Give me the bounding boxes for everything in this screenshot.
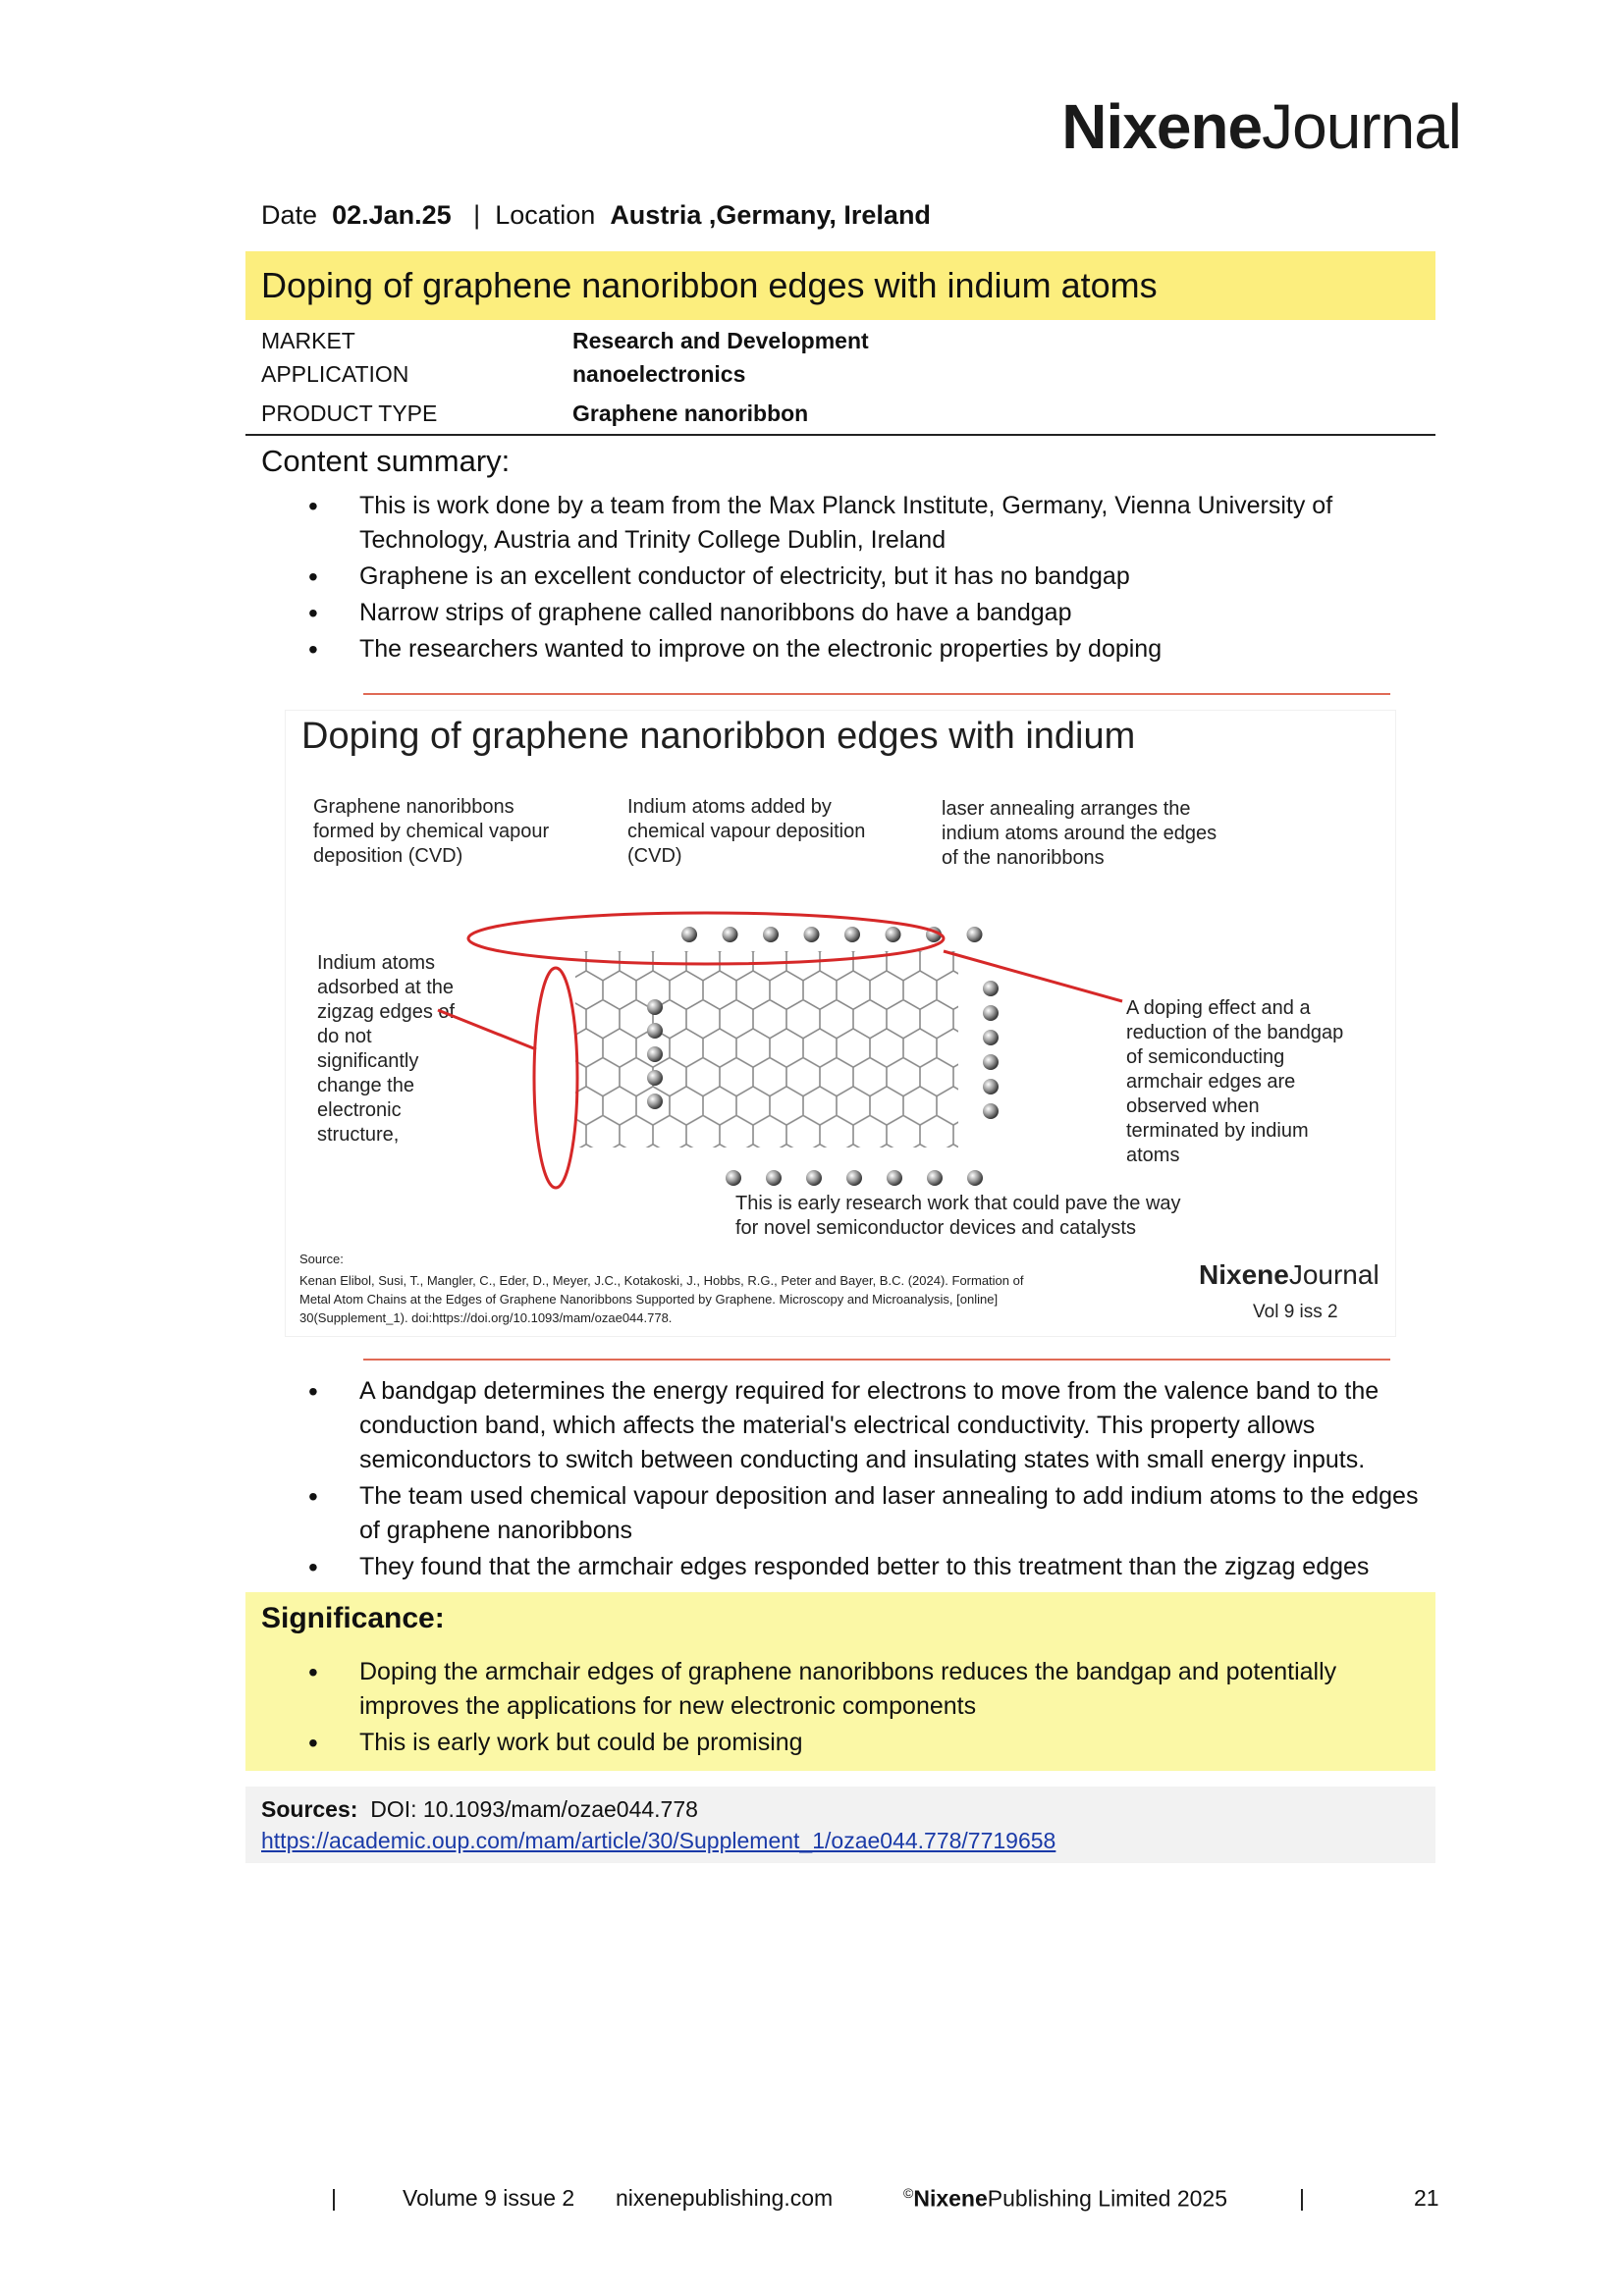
- list-item: • The researchers wanted to improve on the electronic properties by doping: [261, 632, 1430, 667]
- indium-atom-icon: [647, 1046, 663, 1062]
- sources-link[interactable]: https://academic.oup.com/mam/article/30/Supplement_1/ozae044.778/7719658: [261, 1828, 1056, 1853]
- left-note-line: zigzag edges of: [317, 1001, 456, 1023]
- bottom-note-line: for novel semiconductor devices and catalysts: [735, 1217, 1136, 1239]
- indium-atom-icon: [766, 1170, 782, 1186]
- right-note-line: of semiconducting: [1126, 1046, 1285, 1068]
- left-note-line: change the: [317, 1075, 414, 1096]
- significance-list: [261, 1655, 1410, 1762]
- indium-atom-icon: [723, 927, 738, 942]
- right-note-line: A doping effect and a: [1126, 997, 1311, 1019]
- meta-key: PRODUCT TYPE: [261, 400, 438, 426]
- bottom-note-line: This is early research work that could pave the way: [735, 1193, 1181, 1214]
- list-item: • Narrow strips of graphene called nanoribbons do have a bandgap: [261, 596, 1430, 630]
- indium-atom-icon: [983, 1030, 999, 1045]
- footer-pipe-right: |: [1299, 2185, 1305, 2211]
- indium-atom-icon: [983, 1005, 999, 1021]
- significance-box: [245, 1592, 1435, 1771]
- indium-atom-icon: [647, 1070, 663, 1086]
- list-item: • They found that the armchair edges responded better to this treatment than the zigzag edges: [261, 1550, 1430, 1584]
- date-location-line: [261, 200, 931, 231]
- meta-key: MARKET: [261, 328, 355, 353]
- divider-top: [363, 693, 1390, 695]
- sources-box: [245, 1787, 1435, 1863]
- left-note-line: significantly: [317, 1050, 419, 1072]
- indium-atom-icon: [647, 1094, 663, 1109]
- caption-3-line: of the nanoribbons: [942, 847, 1105, 869]
- journal-logo: NixeneJournal: [1061, 91, 1461, 162]
- date-label: Date: [261, 200, 318, 230]
- footer-pipe-left: |: [331, 2185, 337, 2211]
- footer-volume: Volume 9 issue 2: [403, 2185, 575, 2211]
- figure-vol: Vol 9 iss 2: [1253, 1302, 1338, 1322]
- date-value: 02.Jan.25: [332, 200, 452, 230]
- summary-list: [261, 489, 1430, 668]
- indium-atom-icon: [983, 1054, 999, 1070]
- source-line: Kenan Elibol, Susi, T., Mangler, C., Eder, D., Meyer, J.C., Kotakoski, J., Hobbs, R.G., Peter and Bayer, B.C. (2024). Formation of: [299, 1273, 1024, 1288]
- caption-2-line: chemical vapour deposition: [627, 821, 866, 842]
- indium-atom-icon: [763, 927, 779, 942]
- source-line: Metal Atom Chains at the Edges of Graphene Nanoribbons Supported by Graphene. Microscopy and Microanalysis, [online]: [299, 1292, 999, 1307]
- indium-atom-icon: [983, 1079, 999, 1095]
- source-label: Source:: [299, 1252, 344, 1266]
- meta-value: nanoelectronics: [572, 361, 746, 387]
- location-label: Location: [495, 200, 596, 230]
- highlight-left-ellipse: [534, 968, 577, 1188]
- source-line: 30(Supplement_1). doi:https://doi.org/10.1093/mam/ozae044.778.: [299, 1310, 673, 1325]
- indium-atom-icon: [886, 927, 901, 942]
- indium-atom-icon: [983, 981, 999, 996]
- graphene-lattice: [575, 951, 958, 1148]
- figure-logo-bold: Nixene: [1199, 1259, 1289, 1290]
- hex-lattice: [575, 951, 958, 1148]
- meta-table: [245, 324, 1435, 436]
- list-item: • Graphene is an excellent conductor of electricity, but it has no bandgap: [261, 560, 1430, 594]
- figure-logo: [1199, 1259, 1380, 1290]
- article-title-bar: [245, 251, 1435, 320]
- right-note-line: observed when: [1126, 1095, 1260, 1117]
- indium-atom-icon: [967, 1170, 983, 1186]
- article-title: Doping of graphene nanoribbon edges with indium atoms: [261, 265, 1158, 305]
- list-item: • This is early work but could be promising: [261, 1726, 1410, 1760]
- indium-atom-icon: [846, 1170, 862, 1186]
- location-value: Austria ,Germany, Ireland: [610, 200, 931, 230]
- meta-key: APPLICATION: [261, 361, 409, 387]
- divider-bottom: [363, 1359, 1390, 1361]
- summary-heading: Content summary:: [261, 444, 511, 478]
- caption-2-line: Indium atoms added by: [627, 796, 832, 818]
- caption-1-line: Graphene nanoribbons: [313, 796, 514, 818]
- caption-1-line: formed by chemical vapour: [313, 821, 550, 842]
- meta-value: Research and Development: [572, 328, 869, 353]
- infographic-svg: [286, 711, 1395, 1336]
- footer-site: nixenepublishing.com: [616, 2185, 834, 2211]
- figure-title: Doping of graphene nanoribbon edges with indium: [301, 716, 1136, 757]
- right-note-line: reduction of the bandgap: [1126, 1022, 1344, 1043]
- indium-atom-icon: [887, 1170, 902, 1186]
- indium-atom-icon: [967, 927, 983, 942]
- indium-atom-icon: [647, 999, 663, 1015]
- left-note-line: do not: [317, 1026, 372, 1047]
- list-item: • This is work done by a team from the Max Planck Institute, Germany, Vienna University of Technology, Austria and Trinity College Dublin, Ireland: [261, 489, 1430, 558]
- indium-atom-icon: [983, 1103, 999, 1119]
- indium-atom-icon: [647, 1023, 663, 1039]
- left-note-line: adsorbed at the: [317, 977, 454, 998]
- pointer-left-line: [438, 1010, 536, 1049]
- indium-atom-icon: [681, 927, 697, 942]
- separator: |: [473, 200, 481, 230]
- right-note-line: armchair edges are: [1126, 1071, 1296, 1093]
- indium-atom-icon: [804, 927, 820, 942]
- right-note-line: terminated by indium: [1126, 1120, 1309, 1142]
- indium-atom-icon: [806, 1170, 822, 1186]
- indium-atom-icon: [726, 1170, 741, 1186]
- sources-label: Sources:: [261, 1796, 358, 1822]
- list-item: • The team used chemical vapour deposition and laser annealing to add indium atoms to the edges of graphene nanoribbons: [261, 1479, 1430, 1548]
- left-note-line: Indium atoms: [317, 952, 436, 974]
- caption-3-line: laser annealing arranges the: [942, 798, 1191, 820]
- pointer-right-line: [944, 951, 1122, 1001]
- caption-1-line: deposition (CVD): [313, 845, 463, 867]
- sources-line: [261, 1796, 698, 1823]
- indium-atom-icon: [927, 1170, 943, 1186]
- list-item: • Doping the armchair edges of graphene nanoribbons reduces the bandgap and potentially improves the applications for new electronic components: [261, 1655, 1410, 1724]
- detail-list: [261, 1374, 1430, 1586]
- figure-logo-thin: Journal: [1288, 1259, 1380, 1290]
- left-note-line: electronic: [317, 1099, 402, 1121]
- caption-3-line: indium atoms around the edges: [942, 823, 1217, 844]
- footer-copyright: ©NixenePublishing Limited 2025: [903, 2185, 1227, 2212]
- meta-value: Graphene nanoribbon: [572, 400, 809, 426]
- right-note-line: atoms: [1126, 1145, 1180, 1166]
- infographic-figure: [285, 710, 1396, 1337]
- indium-atom-icon: [844, 927, 860, 942]
- list-item: • A bandgap determines the energy required for electrons to move from the valence band to the conduction band, which affects the material's electrical conductivity. This property allows semiconductors to switch between conducting and insulating states with small energy inputs.: [261, 1374, 1430, 1477]
- sources-doi: DOI: 10.1093/mam/ozae044.778: [370, 1796, 698, 1822]
- caption-2-line: (CVD): [627, 845, 682, 867]
- footer-page-number: 21: [1414, 2185, 1439, 2211]
- left-note-line: structure,: [317, 1124, 400, 1146]
- significance-heading: Significance:: [261, 1602, 445, 1634]
